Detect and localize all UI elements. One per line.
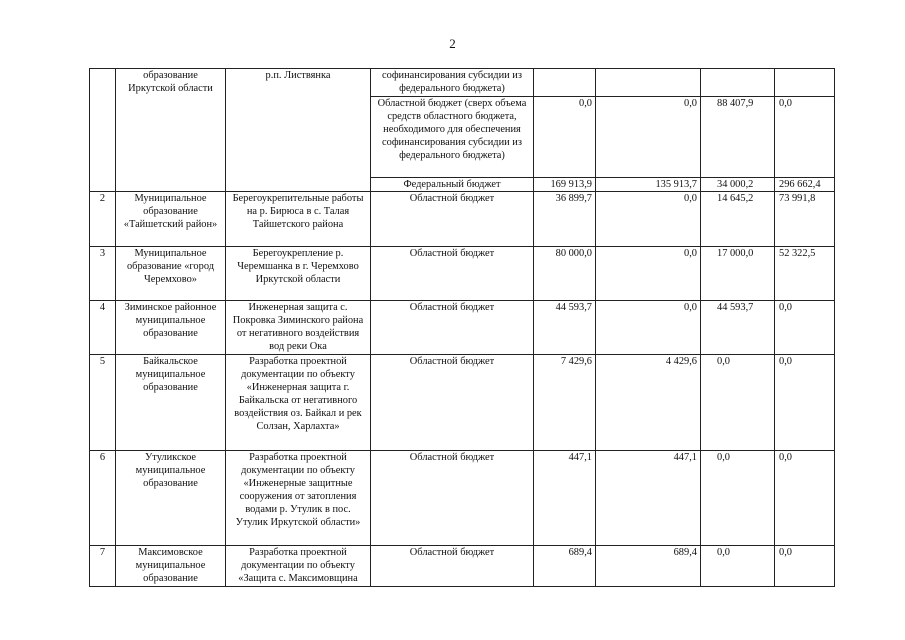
value-cell: 447,1: [534, 451, 596, 546]
value-cell: 0,0: [775, 451, 835, 546]
value-cell: 44 593,7: [701, 301, 775, 355]
value-cell: [596, 69, 701, 97]
value-cell: 689,4: [534, 546, 596, 587]
value-cell: 169 913,9: [534, 178, 596, 192]
row-number: 6: [90, 451, 116, 546]
municipality-cell: Зиминское районное муниципальное образование: [116, 301, 226, 355]
page-number: 2: [449, 36, 456, 51]
table-row: [90, 451, 835, 546]
municipality-cell: образование Иркутской области: [116, 69, 226, 192]
row-number: 4: [90, 301, 116, 355]
value-cell: 0,0: [775, 546, 835, 587]
table-row: [90, 69, 835, 97]
row-number: 3: [90, 247, 116, 301]
object-cell: Разработка проектной документации по объекту «Инженерная защита г. Байкальска от негативного воздействия оз. Байкал и рек Солзан, Харлахта»: [226, 355, 371, 451]
value-cell: 0,0: [701, 546, 775, 587]
table-row: [90, 247, 835, 301]
value-cell: [701, 69, 775, 97]
value-cell: 447,1: [596, 451, 701, 546]
value-cell: 0,0: [596, 301, 701, 355]
funding-source-cell: Областной бюджет: [371, 451, 534, 546]
table-row: [90, 355, 835, 451]
value-cell: 80 000,0: [534, 247, 596, 301]
value-cell: 0,0: [596, 247, 701, 301]
value-cell: 52 322,5: [775, 247, 835, 301]
row-number: [90, 69, 116, 192]
municipality-cell: Утуликское муниципальное образование: [116, 451, 226, 546]
funding-source-cell: Федеральный бюджет: [371, 178, 534, 192]
object-cell: Разработка проектной документации по объекту «Защита с. Максимовщина: [226, 546, 371, 587]
value-cell: 0,0: [596, 97, 701, 178]
funding-table: [89, 68, 835, 587]
municipality-cell: Максимовское муниципальное образование: [116, 546, 226, 587]
value-cell: 0,0: [775, 301, 835, 355]
value-cell: 0,0: [775, 355, 835, 451]
value-cell: 0,0: [701, 355, 775, 451]
value-cell: 36 899,7: [534, 192, 596, 247]
row-number: 5: [90, 355, 116, 451]
value-cell: 0,0: [596, 192, 701, 247]
value-cell: [775, 69, 835, 97]
value-cell: 88 407,9: [701, 97, 775, 178]
table-row: [90, 546, 835, 587]
row-number: 7: [90, 546, 116, 587]
funding-source-cell: Областной бюджет (сверх объема средств областного бюджета, необходимого для обеспечения софинансирования субсидии из федерального бюджета): [371, 97, 534, 178]
funding-source-cell: Областной бюджет: [371, 355, 534, 451]
value-cell: 0,0: [534, 97, 596, 178]
value-cell: 0,0: [701, 451, 775, 546]
object-cell: Инженерная защита с. Покровка Зиминского района от негативного воздействия вод реки Ока: [226, 301, 371, 355]
funding-source-cell: Областной бюджет: [371, 301, 534, 355]
table-row: [90, 192, 835, 247]
funding-source-cell: Областной бюджет: [371, 546, 534, 587]
object-cell: Берегоукрепление р. Черемшанка в г. Черемхово Иркутской области: [226, 247, 371, 301]
funding-source-cell: софинансирования субсидии из федерального бюджета): [371, 69, 534, 97]
value-cell: 296 662,4: [775, 178, 835, 192]
value-cell: 14 645,2: [701, 192, 775, 247]
value-cell: 34 000,2: [701, 178, 775, 192]
value-cell: [534, 69, 596, 97]
value-cell: 689,4: [596, 546, 701, 587]
municipality-cell: Муниципальное образование «Тайшетский район»: [116, 192, 226, 247]
object-cell: р.п. Листвянка: [226, 69, 371, 192]
table-row: [90, 301, 835, 355]
municipality-cell: Байкальское муниципальное образование: [116, 355, 226, 451]
funding-source-cell: Областной бюджет: [371, 192, 534, 247]
value-cell: 135 913,7: [596, 178, 701, 192]
funding-source-cell: Областной бюджет: [371, 247, 534, 301]
object-cell: Разработка проектной документации по объекту «Инженерные защитные сооружения от затопления водами р. Утулик в пос. Утулик Иркутской области»: [226, 451, 371, 546]
value-cell: 0,0: [775, 97, 835, 178]
value-cell: 7 429,6: [534, 355, 596, 451]
row-number: 2: [90, 192, 116, 247]
value-cell: 4 429,6: [596, 355, 701, 451]
value-cell: 73 991,8: [775, 192, 835, 247]
value-cell: 44 593,7: [534, 301, 596, 355]
municipality-cell: Муниципальное образование «город Черемхово»: [116, 247, 226, 301]
value-cell: 17 000,0: [701, 247, 775, 301]
object-cell: Берегоукрепительные работы на р. Бирюса в с. Талая Тайшетского района: [226, 192, 371, 247]
